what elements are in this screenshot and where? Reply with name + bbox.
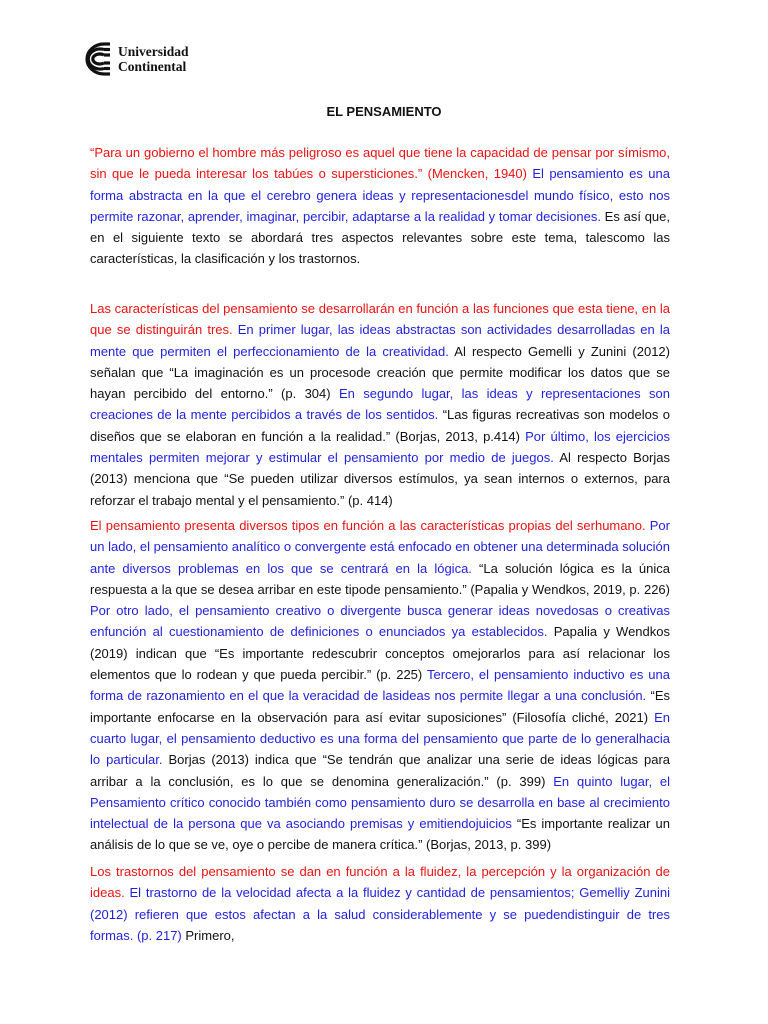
- logo-mark-icon: [64, 40, 112, 78]
- logo-line-2: Continental: [118, 59, 187, 74]
- text-segment-black: “Las figuras recreativas son modelos o diseños que se elaboran en función a la realidad.” (Borjas, 2013, p.414): [90, 407, 670, 444]
- paragraph-disorders: [90, 861, 670, 946]
- paragraph-characteristics: [90, 298, 670, 511]
- text-segment-black: Primero,: [181, 927, 235, 943]
- text-segment-blue: Por otro lado, el pensamiento creativo o divergente busca generar ideas novedosas o creativas enfunción al cuestionamiento de definiciones o enunciados ya establecidos.: [90, 603, 670, 640]
- text-segment-black: Es así que, en el siguiente texto se abordará tres aspectos relevantes sobre este tema, talescomo las características, la clasificación y los trastornos.: [90, 208, 670, 267]
- text-segment-black: “Es importante realizar un análisis de lo que se ve, oye o percibe de manera crítica.” (Borjas, 2013, p. 399): [90, 816, 670, 853]
- text-segment-black: “Es importante enfocarse en la observación para así evitar suposiciones” (Filosofía cliché, 2021): [90, 688, 670, 725]
- text-segment-blue: Tercero, el pensamiento inductivo es una forma de razonamiento en el que la veracidad de lasideas nos permite llegar a una conclusión.: [90, 667, 670, 704]
- logo-text: [118, 44, 189, 74]
- text-segment-blue: En quinto lugar, el Pensamiento crítico conocido también como pensamiento duro se desarrolla en base al crecimiento intelectual de la persona que va asociando premisas y emitiendojuicios: [90, 773, 671, 832]
- text-segment-black: Papalia y Wendkos (2019) indican que “Es importante redescubrir conceptos omejorarlos para así relacionar los elementos que lo rodean y que pueda percibir.” (p. 225): [90, 624, 671, 683]
- text-segment-black: Borjas (2013) indica que “Se tendrán que analizar una serie de ideas lógicas para arribar a la conclusión, es lo que se denomina generalización.” (p. 399): [90, 752, 670, 789]
- university-logo: [64, 40, 189, 78]
- text-segment-blue: El pensamiento es una forma abstracta en la que el cerebro genera ideas y representacionesdel mundo físico, esto nos permite razonar, aprender, imaginar, percibir, adaptarse a la realidad y tomar decisiones.: [90, 166, 670, 224]
- text-segment-blue: En cuarto lugar, el pensamiento deductivo es una forma del pensamiento que parte de lo generalhacia lo particular.: [90, 709, 670, 768]
- paragraph-types: [90, 515, 670, 856]
- text-segment-red: “Para un gobierno el hombre más peligroso es aquel que tiene la capacidad de pensar por símismo, sin que le pueda interesar los tabúes o supersticiones.” (Mencken, 1940): [90, 145, 670, 182]
- text-segment-blue: En segundo lugar, las ideas y representaciones son creaciones de la mente percibidos a través de los sentidos.: [90, 386, 670, 423]
- text-segment-red: Los trastornos del pensamiento se dan en función a la fluidez, la percepción y la organización de ideas.: [90, 864, 670, 901]
- text-segment-blue: Por un lado, el pensamiento analítico o convergente está enfocado en obtener una determinada solución ante diversos problemas en los que se centrará en la lógica.: [90, 518, 670, 576]
- text-segment-red: Las características del pensamiento se desarrollarán en función a las funciones que esta tiene, en la que se distinguirán tres.: [90, 301, 670, 338]
- text-segment-black: Al respecto Gemelli y Zunini (2012) señalan que “La imaginación es un procesode creación que permite modificar los datos que se hayan percibido del entorno.” (p. 304): [90, 343, 670, 402]
- text-segment-red: El pensamiento presenta diversos tipos en función a las características propias del serhumano.: [90, 518, 646, 533]
- document-title: EL PENSAMIENTO: [326, 104, 442, 119]
- text-segment-blue: El trastorno de la velocidad afecta a la fluidez y cantidad de pensamientos; Gemelliy Zunini (2012) refieren que estos afectan a la salud considerablemente y se puedendistinguir de tres formas. (p. 217): [90, 885, 670, 943]
- paragraph-introduction: [90, 142, 670, 270]
- logo-line-1: Universidad: [118, 44, 189, 59]
- text-segment-blue: En primer lugar, las ideas abstractas son actividades desarrolladas en la mente que permiten el perfeccionamiento de la creatividad.: [90, 322, 671, 359]
- text-segment-black: “La solución lógica es la única respuesta a la que se desea arribar en este tipode pensamiento.” (Papalia y Wendkos, 2019, p. 226): [90, 560, 670, 597]
- text-segment-black: Al respecto Borjas (2013) menciona que “Se pueden utilizar diversos estímulos, ya sean internos o externos, para reforzar el trabajo mental y el pensamiento.” (p. 414): [90, 450, 670, 508]
- text-segment-blue: Por último, los ejercicios mentales permiten mejorar y estimular el pensamiento por medio de juegos.: [90, 428, 670, 466]
